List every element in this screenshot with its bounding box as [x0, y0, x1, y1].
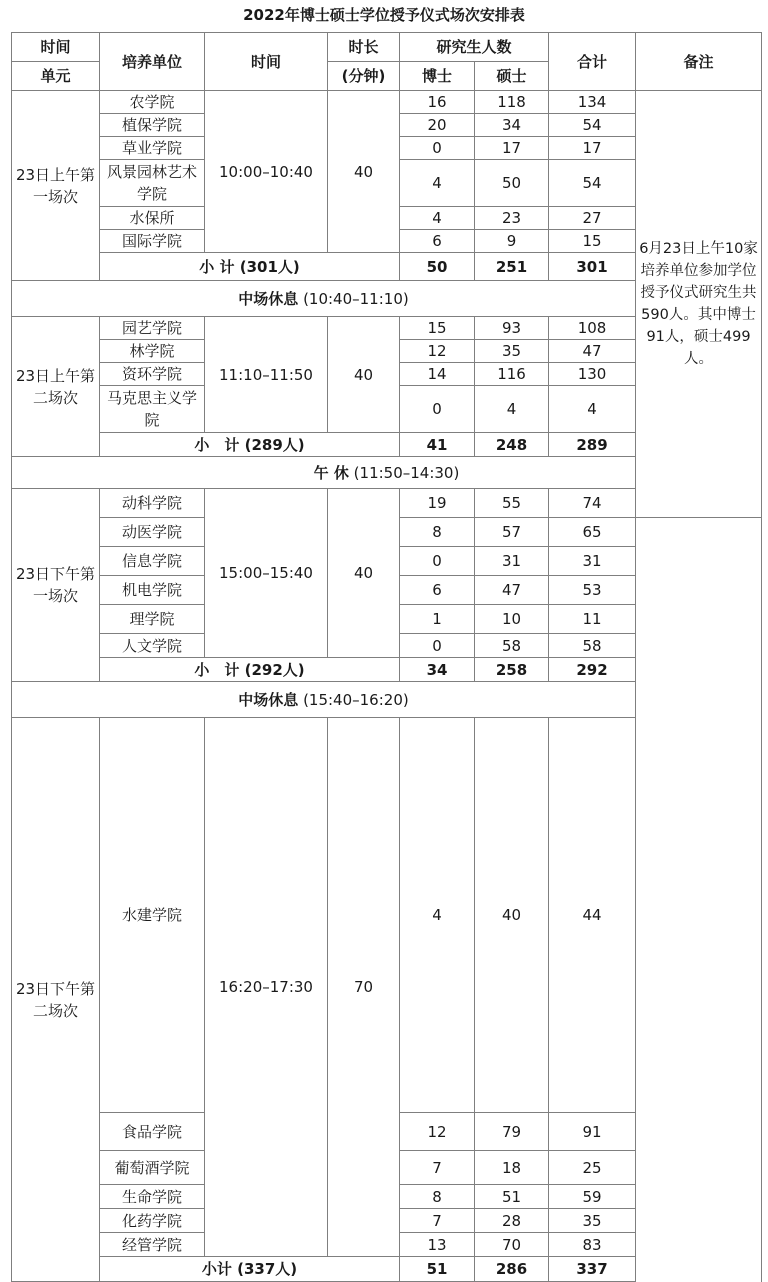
college-cell: 生命学院 — [100, 1185, 205, 1209]
subtotal-master: 258 — [475, 658, 549, 682]
total-cell: 65 — [549, 518, 636, 547]
subtotal-total: 337 — [549, 1257, 636, 1282]
college-cell: 经管学院 — [100, 1233, 205, 1257]
master-cell: 34 — [475, 114, 549, 137]
master-cell: 58 — [475, 634, 549, 658]
total-cell: 130 — [549, 363, 636, 386]
master-cell: 116 — [475, 363, 549, 386]
master-cell: 55 — [475, 489, 549, 518]
total-cell: 4 — [549, 386, 636, 433]
college-cell: 化药学院 — [100, 1209, 205, 1233]
total-cell: 134 — [549, 91, 636, 114]
session-duration: 40 — [328, 317, 400, 433]
header-total: 合计 — [549, 33, 636, 91]
master-cell: 23 — [475, 207, 549, 230]
college-cell: 风景园林艺术学院 — [100, 160, 205, 207]
subtotal-label: 小计 (337人) — [100, 1257, 400, 1282]
break-label: 中场休息 — [238, 690, 299, 709]
total-cell: 54 — [549, 114, 636, 137]
master-cell: 17 — [475, 137, 549, 160]
college-cell: 草业学院 — [100, 137, 205, 160]
phd-cell: 8 — [400, 518, 475, 547]
header-note: 备注 — [636, 33, 762, 91]
session-label: 23日上午第一场次 — [12, 91, 100, 281]
total-cell: 47 — [549, 340, 636, 363]
college-cell: 林学院 — [100, 340, 205, 363]
subtotal-phd: 41 — [400, 433, 475, 457]
subtotal-total: 301 — [549, 253, 636, 281]
phd-cell: 15 — [400, 317, 475, 340]
master-cell: 35 — [475, 340, 549, 363]
master-cell: 40 — [475, 718, 549, 1113]
session-label: 23日下午第二场次 — [12, 718, 100, 1282]
college-cell: 理学院 — [100, 605, 205, 634]
college-cell: 植保学院 — [100, 114, 205, 137]
phd-cell: 7 — [400, 1209, 475, 1233]
phd-cell: 4 — [400, 160, 475, 207]
session-time: 16:20–17:30 — [205, 718, 328, 1257]
master-cell: 10 — [475, 605, 549, 634]
total-cell: 17 — [549, 137, 636, 160]
subtotal-phd: 51 — [400, 1257, 475, 1282]
college-cell: 资环学院 — [100, 363, 205, 386]
college-cell: 信息学院 — [100, 547, 205, 576]
phd-cell: 1 — [400, 605, 475, 634]
phd-cell: 13 — [400, 1233, 475, 1257]
master-cell: 79 — [475, 1113, 549, 1151]
total-cell: 58 — [549, 634, 636, 658]
break-time: (15:40–16:20) — [303, 690, 409, 709]
total-cell: 54 — [549, 160, 636, 207]
college-cell: 马克思主义学院 — [100, 386, 205, 433]
phd-cell: 12 — [400, 1113, 475, 1151]
master-cell: 51 — [475, 1185, 549, 1209]
session-time: 10:00–10:40 — [205, 91, 328, 253]
session-duration: 40 — [328, 91, 400, 253]
phd-cell: 12 — [400, 340, 475, 363]
phd-cell: 8 — [400, 1185, 475, 1209]
session-time: 11:10–11:50 — [205, 317, 328, 433]
header-master: 硕士 — [475, 62, 549, 91]
subtotal-total: 292 — [549, 658, 636, 682]
college-cell: 国际学院 — [100, 230, 205, 253]
session-label: 23日上午第二场次 — [12, 317, 100, 457]
college-cell: 机电学院 — [100, 576, 205, 605]
subtotal-label: 小 计 (292人) — [100, 658, 400, 682]
total-cell: 91 — [549, 1113, 636, 1151]
total-cell: 83 — [549, 1233, 636, 1257]
header-college: 培养单位 — [100, 33, 205, 91]
phd-cell: 0 — [400, 386, 475, 433]
session-duration: 70 — [328, 718, 400, 1257]
master-cell: 18 — [475, 1151, 549, 1185]
college-cell: 人文学院 — [100, 634, 205, 658]
college-cell: 食品学院 — [100, 1113, 205, 1151]
session-time: 15:00–15:40 — [205, 489, 328, 658]
subtotal-master: 248 — [475, 433, 549, 457]
phd-cell: 6 — [400, 576, 475, 605]
master-cell: 31 — [475, 547, 549, 576]
break-label: 午 休 — [313, 463, 349, 482]
header-duration: 时长 — [328, 33, 400, 62]
schedule-table — [11, 32, 762, 1282]
header-phd: 博士 — [400, 62, 475, 91]
phd-cell: 16 — [400, 91, 475, 114]
break-label: 中场休息 — [238, 289, 299, 308]
header-unit-time: 时间 — [12, 33, 100, 62]
break-time: (10:40–11:10) — [303, 289, 409, 308]
master-cell: 28 — [475, 1209, 549, 1233]
break-row — [12, 281, 636, 317]
master-cell: 9 — [475, 230, 549, 253]
master-cell: 70 — [475, 1233, 549, 1257]
master-cell: 4 — [475, 386, 549, 433]
total-cell: 74 — [549, 489, 636, 518]
phd-cell: 19 — [400, 489, 475, 518]
master-cell: 93 — [475, 317, 549, 340]
master-cell: 118 — [475, 91, 549, 114]
subtotal-label: 小 计 (301人) — [100, 253, 400, 281]
header-unit: 单元 — [12, 62, 100, 91]
master-cell: 57 — [475, 518, 549, 547]
total-cell: 25 — [549, 1151, 636, 1185]
phd-cell: 4 — [400, 718, 475, 1113]
note-morning: 6月23日上午10家培养单位参加学位授予仪式研究生共590人。其中博士91人，硕士499人。 — [636, 91, 762, 518]
total-cell: 27 — [549, 207, 636, 230]
phd-cell: 0 — [400, 137, 475, 160]
phd-cell: 0 — [400, 634, 475, 658]
session-duration: 40 — [328, 489, 400, 658]
phd-cell: 7 — [400, 1151, 475, 1185]
header-students: 研究生人数 — [400, 33, 549, 62]
page-title: 2022年博士硕士学位授予仪式场次安排表 — [243, 6, 525, 24]
subtotal-phd: 50 — [400, 253, 475, 281]
header-duration-unit: (分钟) — [328, 62, 400, 91]
subtotal-phd: 34 — [400, 658, 475, 682]
break-row — [12, 682, 636, 718]
college-cell: 葡萄酒学院 — [100, 1151, 205, 1185]
college-cell: 水建学院 — [100, 718, 205, 1113]
subtotal-master: 286 — [475, 1257, 549, 1282]
college-cell: 动医学院 — [100, 518, 205, 547]
total-cell: 11 — [549, 605, 636, 634]
total-cell: 31 — [549, 547, 636, 576]
master-cell: 50 — [475, 160, 549, 207]
college-cell: 园艺学院 — [100, 317, 205, 340]
total-cell: 35 — [549, 1209, 636, 1233]
phd-cell: 20 — [400, 114, 475, 137]
total-cell: 15 — [549, 230, 636, 253]
break-time: (11:50–14:30) — [353, 463, 460, 482]
header-time: 时间 — [205, 33, 328, 91]
session-label: 23日下午第一场次 — [12, 489, 100, 682]
subtotal-master: 251 — [475, 253, 549, 281]
total-cell: 108 — [549, 317, 636, 340]
college-cell: 水保所 — [100, 207, 205, 230]
lunch-break-row — [12, 457, 762, 489]
subtotal-total: 289 — [549, 433, 636, 457]
college-cell: 农学院 — [100, 91, 205, 114]
total-cell: 44 — [549, 718, 636, 1113]
total-cell: 53 — [549, 576, 636, 605]
subtotal-label: 小 计 (289人) — [100, 433, 400, 457]
college-cell: 动科学院 — [100, 489, 205, 518]
phd-cell: 6 — [400, 230, 475, 253]
phd-cell: 0 — [400, 547, 475, 576]
master-cell: 47 — [475, 576, 549, 605]
phd-cell: 4 — [400, 207, 475, 230]
phd-cell: 14 — [400, 363, 475, 386]
total-cell: 59 — [549, 1185, 636, 1209]
